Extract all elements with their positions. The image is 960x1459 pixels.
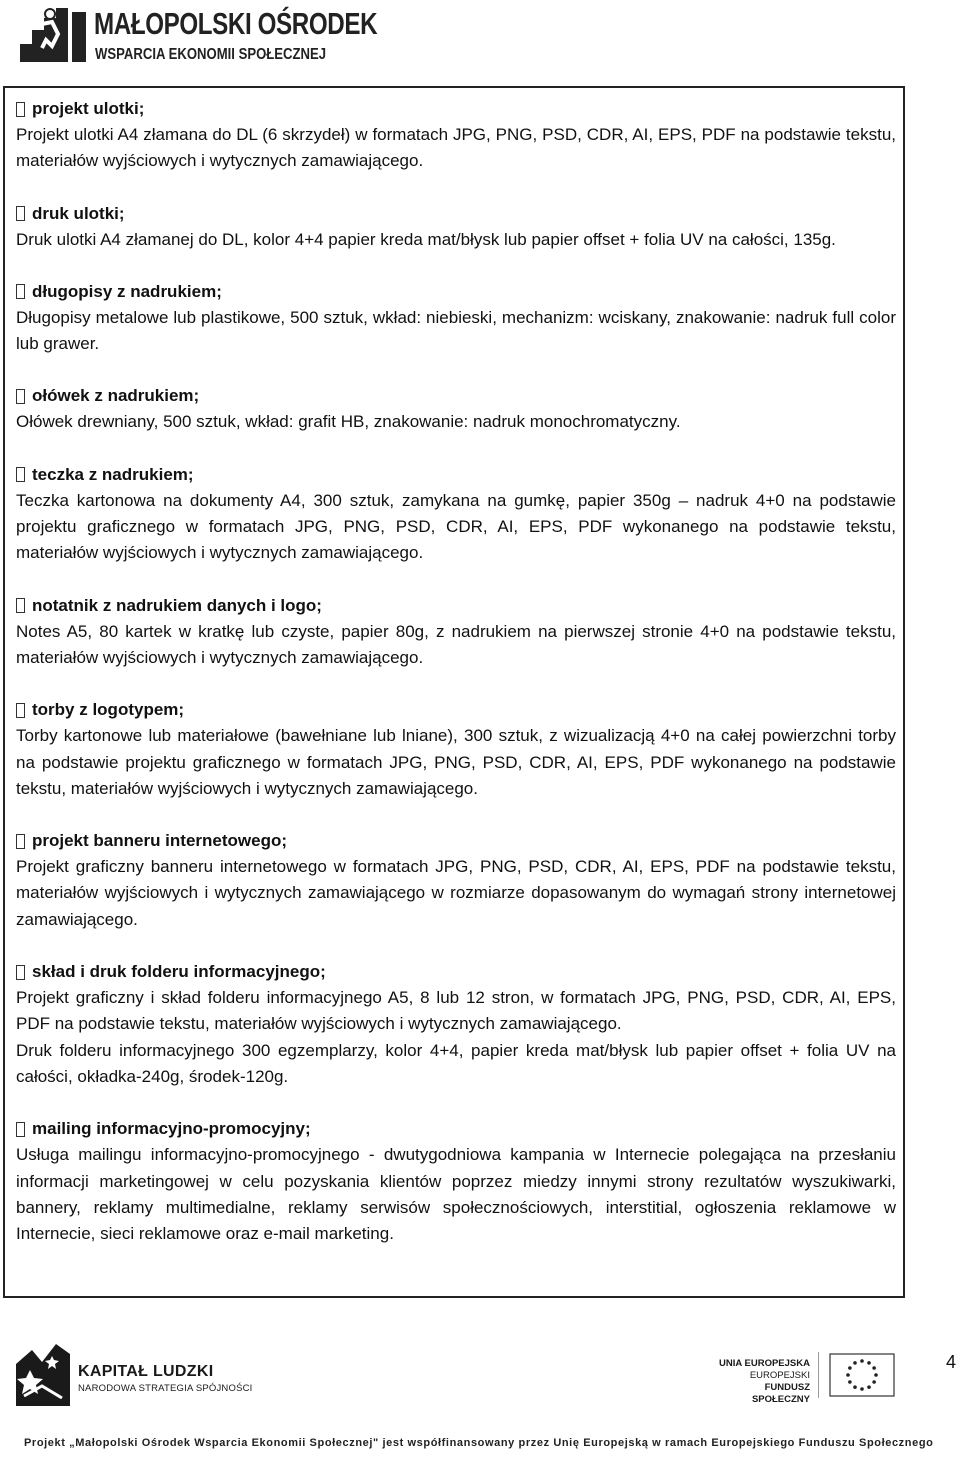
item-paragraph: Druk ulotki A4 złamanej do DL, kolor 4+4 papier kreda mat/błysk lub papier offset + folia UV na całości, 135g. <box>16 229 836 249</box>
eu-logo-text <box>718 1358 810 1406</box>
item-title: projekt banneru internetowego; <box>32 831 288 851</box>
item-title: skład i druk folderu informacyjnego; <box>32 962 326 982</box>
eu-line3: FUNDUSZ SPOŁECZNY <box>751 1382 810 1405</box>
bullet-box-icon <box>16 389 25 404</box>
item-heading <box>16 462 896 488</box>
list-item <box>16 201 896 253</box>
item-paragraph: Notes A5, 80 kartek w kratkę lub czyste, papier 80g, z nadrukiem na pierwszej stronie 4+0 na podstawie tekstu, materiałów wyjściowych i wytycznych zamawiającego. <box>16 621 896 667</box>
item-description <box>16 305 896 358</box>
eu-star-icon <box>848 1380 852 1384</box>
list-item <box>16 593 896 672</box>
bullet-box-icon <box>16 703 25 718</box>
page-number: 4 <box>946 1352 957 1372</box>
item-description <box>16 409 896 435</box>
item-title: notatnik z nadrukiem danych i logo; <box>32 595 322 615</box>
mowes-logo-icon <box>12 4 92 68</box>
mowes-logo <box>12 4 378 74</box>
eu-star-icon <box>848 1366 852 1370</box>
item-heading <box>16 828 896 854</box>
item-paragraph: Torby kartonowe lub materiałowe (bawełniane lub lniane), 300 sztuk, z wizualizacją 4+0 na całej powierzchni torby na podstawie projektu graficznego w formatach JPG, PNG, PSD, CDR, AI, EPS, PDF wykonanego na podstawie tekstu, materiałów wyjściowych i wytycznych zamawiającego. <box>16 726 896 798</box>
list-item <box>16 96 896 175</box>
list-item <box>16 697 896 802</box>
item-title: teczka z nadrukiem; <box>32 464 194 484</box>
org-name-line2: WSPARCIA EKONOMII SPOŁECZNEJ <box>95 46 327 63</box>
item-heading <box>16 383 896 409</box>
kapital-ludzki-title: KAPITAŁ LUDZKI <box>78 1363 214 1380</box>
org-name-line1: MAŁOPOLSKI OŚRODEK <box>94 6 378 41</box>
eu-star-icon <box>846 1373 850 1377</box>
eu-star-icon <box>853 1385 857 1389</box>
item-paragraph: Długopisy metalowe lub plastikowe, 500 sztuk, wkład: niebieski, mechanizm: wciskany, znakowanie: nadruk full color lub grawer. <box>16 307 896 354</box>
item-paragraph: Projekt graficzny i skład folderu informacyjnego A5, 8 lub 12 stron, w formatach JPG, PNG, PSD, CDR, AI, EPS, PDF na podstawie tekstu, materiałów wyjściowych i wytycznych zamawiającego. <box>16 988 896 1034</box>
bullet-box-icon <box>16 284 25 299</box>
eu-star-icon <box>860 1359 864 1363</box>
item-heading <box>16 96 896 122</box>
item-description <box>16 619 896 672</box>
item-title: długopisy z nadrukiem; <box>32 281 222 301</box>
bullet-box-icon <box>16 1122 25 1137</box>
eu-star-icon <box>867 1361 871 1365</box>
item-heading <box>16 959 896 985</box>
list-item <box>16 279 896 358</box>
bullet-box-icon <box>16 206 25 221</box>
item-description <box>16 488 896 567</box>
content-box <box>3 86 905 1298</box>
item-heading <box>16 697 896 723</box>
eu-line2: EUROPEJSKI <box>749 1370 810 1381</box>
item-title: mailing informacyjno-promocyjny; <box>32 1119 311 1139</box>
eu-star-icon <box>872 1380 876 1384</box>
eu-star-icon <box>872 1366 876 1370</box>
list-item <box>16 828 896 933</box>
item-description <box>16 227 896 253</box>
bullet-box-icon <box>16 965 25 980</box>
item-title: ołówek z nadrukiem; <box>32 386 200 406</box>
item-title: druk ulotki; <box>32 203 125 223</box>
kapital-ludzki-icon <box>12 1340 74 1410</box>
item-paragraph: Usługa mailingu informacyjno-promocyjnego - dwutygodniowa kampania w Internecie polegająca na przesłaniu informacji marketingowej w celu pozyskania klientów poprzez miedzy innymi strony rezultatów wyszukiwarki, bannery, reklamy multimedialne, reklamy serwisów społecznościowych, interstitial, ogłoszenia reklamowe w Internecie, sieci reklamowe oraz e-mail marketing. <box>16 1145 896 1244</box>
item-heading <box>16 201 896 227</box>
bullet-box-icon <box>16 102 25 117</box>
bullet-box-icon <box>16 598 25 613</box>
item-title: projekt ulotki; <box>32 99 145 118</box>
kapital-ludzki-subtitle: NARODOWA STRATEGIA SPÓJNOŚCI <box>78 1383 253 1394</box>
item-paragraph: Projekt ulotki A4 złamana do DL (6 skrzydeł) w formatach JPG, PNG, PSD, CDR, AI, EPS, PDF na podstawie tekstu, materiałów wyjściowych i wytycznych zamawiającego. <box>16 125 896 171</box>
item-paragraph: Ołówek drewniany, 500 sztuk, wkład: grafit HB, znakowanie: nadruk monochromatyczny. <box>16 412 681 432</box>
list-item <box>16 383 896 435</box>
item-title: torby z logotypem; <box>32 700 185 720</box>
funding-note: Projekt „Małopolski Ośrodek Wsparcia Ekonomii Społecznej" jest współfinansowany przez Unię Europejską w ramach Europejskiego Funduszu Społecznego <box>24 1437 934 1449</box>
item-description <box>16 985 896 1090</box>
item-paragraph: Projekt graficzny banneru internetowego w formatach JPG, PNG, PSD, CDR, AI, EPS, PDF na podstawie tekstu, materiałów wyjściowych i wytycznych zamawiającego w rozmiarze dopasowanym do wymagań strony internetowej zamawiającego. <box>16 857 896 929</box>
eu-flag-icon <box>818 1352 902 1398</box>
eu-star-icon <box>853 1361 857 1365</box>
item-description <box>16 122 896 175</box>
item-description <box>16 723 896 802</box>
item-heading <box>16 1116 896 1142</box>
item-heading <box>16 593 896 619</box>
item-description <box>16 854 896 933</box>
kapital-ludzki-logo <box>12 1340 253 1410</box>
item-heading <box>16 279 896 305</box>
eu-star-icon <box>860 1387 864 1391</box>
list-item <box>16 959 896 1090</box>
list-item <box>16 1116 896 1247</box>
item-paragraph: Druk folderu informacyjnego 300 egzemplarzy, kolor 4+4, papier kreda mat/błysk lub papier offset + folia UV na całości, okładka-240g, środek-120g. <box>16 1040 896 1086</box>
list-item <box>16 462 896 567</box>
eu-star-icon <box>874 1373 878 1377</box>
eu-line1: UNIA EUROPEJSKA <box>719 1358 810 1369</box>
eu-star-icon <box>867 1385 871 1389</box>
item-list <box>16 96 896 1273</box>
item-paragraph: Teczka kartonowa na dokumenty A4, 300 sztuk, zamykana na gumkę, papier 350g – nadruk 4+0 na podstawie projektu graficznego w formatach JPG, PNG, PSD, CDR, AI, EPS, PDF wykonanego na podstawie tekstu, materiałów wyjściowych i wytycznych zamawiającego. <box>16 490 896 563</box>
item-description <box>16 1142 896 1247</box>
bullet-box-icon <box>16 834 25 849</box>
eu-logo <box>718 1352 902 1405</box>
bullet-box-icon <box>16 467 25 482</box>
